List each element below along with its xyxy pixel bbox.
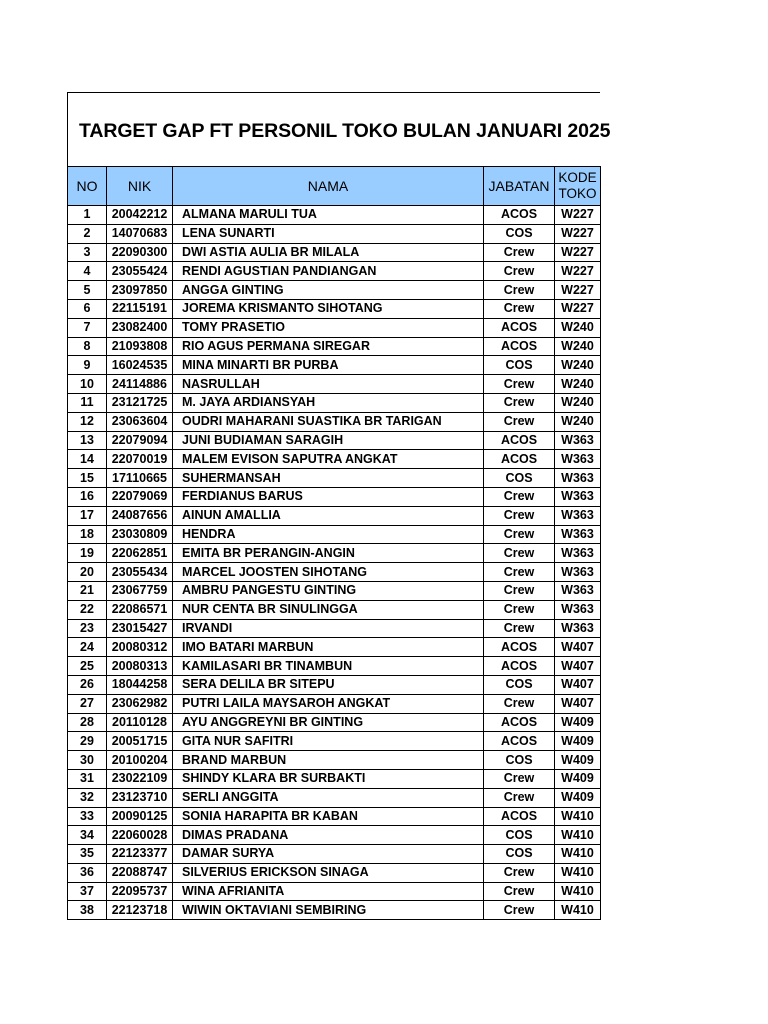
cell-no: 22 bbox=[68, 600, 107, 619]
cell-nik: 22060028 bbox=[107, 826, 173, 845]
cell-jabatan: COS bbox=[484, 469, 555, 488]
header-no: NO bbox=[68, 167, 107, 206]
table-row bbox=[68, 469, 601, 488]
header-nik: NIK bbox=[107, 167, 173, 206]
cell-nik: 24114886 bbox=[107, 375, 173, 394]
table-row bbox=[68, 412, 601, 431]
cell-kode: W363 bbox=[555, 506, 601, 525]
table-row bbox=[68, 807, 601, 826]
table-body bbox=[68, 206, 601, 920]
cell-kode: W227 bbox=[555, 206, 601, 225]
cell-nik: 22070019 bbox=[107, 450, 173, 469]
cell-jabatan: Crew bbox=[484, 544, 555, 563]
cell-kode: W363 bbox=[555, 431, 601, 450]
cell-nama: IRVANDI bbox=[173, 619, 484, 638]
table-row bbox=[68, 675, 601, 694]
table-row bbox=[68, 769, 601, 788]
cell-nik: 22079069 bbox=[107, 487, 173, 506]
cell-nama: BRAND MARBUN bbox=[173, 751, 484, 770]
cell-kode: W227 bbox=[555, 281, 601, 300]
table-row bbox=[68, 826, 601, 845]
cell-nik: 23055434 bbox=[107, 563, 173, 582]
cell-no: 21 bbox=[68, 581, 107, 600]
spreadsheet-page bbox=[67, 92, 611, 920]
cell-nik: 23015427 bbox=[107, 619, 173, 638]
cell-jabatan: Crew bbox=[484, 600, 555, 619]
cell-nik: 20100204 bbox=[107, 751, 173, 770]
table-row bbox=[68, 694, 601, 713]
table-row bbox=[68, 657, 601, 676]
cell-nama: SONIA HARAPITA BR KABAN bbox=[173, 807, 484, 826]
cell-nama: TOMY PRASETIO bbox=[173, 318, 484, 337]
cell-nik: 20051715 bbox=[107, 732, 173, 751]
table-row bbox=[68, 525, 601, 544]
cell-kode: W409 bbox=[555, 769, 601, 788]
cell-kode: W240 bbox=[555, 356, 601, 375]
cell-nama: AYU ANGGREYNI BR GINTING bbox=[173, 713, 484, 732]
cell-nama: JUNI BUDIAMAN SARAGIH bbox=[173, 431, 484, 450]
cell-nama: IMO BATARI MARBUN bbox=[173, 638, 484, 657]
cell-nik: 22090300 bbox=[107, 243, 173, 262]
cell-nama: SUHERMANSAH bbox=[173, 469, 484, 488]
cell-kode: W227 bbox=[555, 262, 601, 281]
cell-kode: W363 bbox=[555, 544, 601, 563]
table-row bbox=[68, 487, 601, 506]
cell-jabatan: COS bbox=[484, 826, 555, 845]
cell-nik: 22088747 bbox=[107, 863, 173, 882]
table-row bbox=[68, 506, 601, 525]
cell-no: 23 bbox=[68, 619, 107, 638]
cell-jabatan: COS bbox=[484, 356, 555, 375]
cell-jabatan: ACOS bbox=[484, 318, 555, 337]
table-row bbox=[68, 713, 601, 732]
cell-jabatan: ACOS bbox=[484, 450, 555, 469]
cell-nik: 23022109 bbox=[107, 769, 173, 788]
cell-kode: W363 bbox=[555, 487, 601, 506]
cell-nama: KAMILASARI BR TINAMBUN bbox=[173, 657, 484, 676]
cell-kode: W240 bbox=[555, 375, 601, 394]
cell-jabatan: Crew bbox=[484, 769, 555, 788]
cell-kode: W363 bbox=[555, 525, 601, 544]
cell-no: 18 bbox=[68, 525, 107, 544]
cell-nik: 21093808 bbox=[107, 337, 173, 356]
cell-kode: W363 bbox=[555, 619, 601, 638]
cell-kode: W409 bbox=[555, 713, 601, 732]
cell-no: 35 bbox=[68, 845, 107, 864]
cell-nama: HENDRA bbox=[173, 525, 484, 544]
cell-nik: 23123710 bbox=[107, 788, 173, 807]
cell-nama: DIMAS PRADANA bbox=[173, 826, 484, 845]
cell-nama: DAMAR SURYA bbox=[173, 845, 484, 864]
cell-no: 14 bbox=[68, 450, 107, 469]
cell-kode: W227 bbox=[555, 224, 601, 243]
cell-nama: NUR CENTA BR SINULINGGA bbox=[173, 600, 484, 619]
table-row bbox=[68, 638, 601, 657]
table-row bbox=[68, 788, 601, 807]
cell-nama: AINUN AMALLIA bbox=[173, 506, 484, 525]
cell-nama: ALMANA MARULI TUA bbox=[173, 206, 484, 225]
cell-no: 12 bbox=[68, 412, 107, 431]
cell-nik: 23063604 bbox=[107, 412, 173, 431]
cell-jabatan: ACOS bbox=[484, 337, 555, 356]
cell-jabatan: Crew bbox=[484, 882, 555, 901]
header-nama: NAMA bbox=[173, 167, 484, 206]
cell-jabatan: ACOS bbox=[484, 732, 555, 751]
cell-nik: 23097850 bbox=[107, 281, 173, 300]
cell-no: 1 bbox=[68, 206, 107, 225]
cell-nama: SILVERIUS ERICKSON SINAGA bbox=[173, 863, 484, 882]
table-row bbox=[68, 600, 601, 619]
cell-jabatan: Crew bbox=[484, 281, 555, 300]
cell-nama: DWI ASTIA AULIA BR MILALA bbox=[173, 243, 484, 262]
table-row bbox=[68, 243, 601, 262]
cell-no: 34 bbox=[68, 826, 107, 845]
cell-kode: W410 bbox=[555, 863, 601, 882]
cell-no: 11 bbox=[68, 393, 107, 412]
cell-jabatan: Crew bbox=[484, 525, 555, 544]
cell-no: 9 bbox=[68, 356, 107, 375]
cell-nik: 20090125 bbox=[107, 807, 173, 826]
cell-nik: 22086571 bbox=[107, 600, 173, 619]
cell-jabatan: Crew bbox=[484, 901, 555, 920]
cell-no: 28 bbox=[68, 713, 107, 732]
cell-no: 8 bbox=[68, 337, 107, 356]
cell-no: 27 bbox=[68, 694, 107, 713]
cell-nik: 22062851 bbox=[107, 544, 173, 563]
cell-nik: 23121725 bbox=[107, 393, 173, 412]
table-row bbox=[68, 581, 601, 600]
table-row bbox=[68, 262, 601, 281]
table-row bbox=[68, 299, 601, 318]
cell-jabatan: COS bbox=[484, 845, 555, 864]
cell-kode: W407 bbox=[555, 638, 601, 657]
cell-jabatan: Crew bbox=[484, 393, 555, 412]
table-row bbox=[68, 619, 601, 638]
table-row bbox=[68, 450, 601, 469]
cell-nama: FERDIANUS BARUS bbox=[173, 487, 484, 506]
cell-no: 13 bbox=[68, 431, 107, 450]
table-row bbox=[68, 356, 601, 375]
cell-nama: OUDRI MAHARANI SUASTIKA BR TARIGAN bbox=[173, 412, 484, 431]
cell-nik: 17110665 bbox=[107, 469, 173, 488]
cell-jabatan: Crew bbox=[484, 487, 555, 506]
cell-kode: W363 bbox=[555, 600, 601, 619]
cell-no: 6 bbox=[68, 299, 107, 318]
cell-nama: ANGGA GINTING bbox=[173, 281, 484, 300]
cell-jabatan: COS bbox=[484, 751, 555, 770]
cell-nik: 18044258 bbox=[107, 675, 173, 694]
table-row bbox=[68, 751, 601, 770]
cell-no: 37 bbox=[68, 882, 107, 901]
cell-kode: W407 bbox=[555, 675, 601, 694]
cell-no: 3 bbox=[68, 243, 107, 262]
cell-kode: W240 bbox=[555, 337, 601, 356]
cell-jabatan: Crew bbox=[484, 694, 555, 713]
cell-kode: W407 bbox=[555, 657, 601, 676]
cell-nik: 20110128 bbox=[107, 713, 173, 732]
header-kode-line1: KODE bbox=[558, 170, 597, 185]
cell-nama: AMBRU PANGESTU GINTING bbox=[173, 581, 484, 600]
table-header-row bbox=[68, 167, 601, 206]
cell-nama: GITA NUR SAFITRI bbox=[173, 732, 484, 751]
cell-no: 2 bbox=[68, 224, 107, 243]
cell-nik: 20080312 bbox=[107, 638, 173, 657]
cell-nik: 23082400 bbox=[107, 318, 173, 337]
cell-kode: W240 bbox=[555, 318, 601, 337]
cell-jabatan: ACOS bbox=[484, 206, 555, 225]
cell-no: 17 bbox=[68, 506, 107, 525]
cell-no: 5 bbox=[68, 281, 107, 300]
header-jabatan: JABATAN bbox=[484, 167, 555, 206]
cell-jabatan: COS bbox=[484, 675, 555, 694]
cell-nik: 20042212 bbox=[107, 206, 173, 225]
cell-no: 4 bbox=[68, 262, 107, 281]
cell-kode: W240 bbox=[555, 412, 601, 431]
cell-no: 20 bbox=[68, 563, 107, 582]
table-row bbox=[68, 901, 601, 920]
table-row bbox=[68, 375, 601, 394]
table-row bbox=[68, 845, 601, 864]
cell-jabatan: Crew bbox=[484, 581, 555, 600]
cell-nama: NASRULLAH bbox=[173, 375, 484, 394]
cell-no: 26 bbox=[68, 675, 107, 694]
cell-jabatan: Crew bbox=[484, 619, 555, 638]
cell-jabatan: Crew bbox=[484, 563, 555, 582]
cell-nama: RENDI AGUSTIAN PANDIANGAN bbox=[173, 262, 484, 281]
cell-kode: W410 bbox=[555, 882, 601, 901]
cell-jabatan: Crew bbox=[484, 412, 555, 431]
cell-kode: W227 bbox=[555, 299, 601, 318]
cell-nama: MARCEL JOOSTEN SIHOTANG bbox=[173, 563, 484, 582]
cell-jabatan: ACOS bbox=[484, 431, 555, 450]
cell-no: 36 bbox=[68, 863, 107, 882]
cell-nik: 20080313 bbox=[107, 657, 173, 676]
cell-no: 15 bbox=[68, 469, 107, 488]
cell-nama: M. JAYA ARDIANSYAH bbox=[173, 393, 484, 412]
cell-nik: 22123718 bbox=[107, 901, 173, 920]
cell-kode: W410 bbox=[555, 901, 601, 920]
cell-kode: W363 bbox=[555, 563, 601, 582]
cell-kode: W363 bbox=[555, 450, 601, 469]
cell-jabatan: ACOS bbox=[484, 657, 555, 676]
cell-jabatan: ACOS bbox=[484, 638, 555, 657]
cell-nama: MALEM EVISON SAPUTRA ANGKAT bbox=[173, 450, 484, 469]
table-row bbox=[68, 732, 601, 751]
cell-nama: RIO AGUS PERMANA SIREGAR bbox=[173, 337, 484, 356]
table-row bbox=[68, 882, 601, 901]
title-cell bbox=[67, 92, 611, 166]
cell-nama: PUTRI LAILA MAYSAROH ANGKAT bbox=[173, 694, 484, 713]
personnel-table bbox=[67, 166, 601, 920]
cell-kode: W409 bbox=[555, 751, 601, 770]
cell-kode: W410 bbox=[555, 807, 601, 826]
cell-nama: SERLI ANGGITA bbox=[173, 788, 484, 807]
cell-nama: WIWIN OKTAVIANI SEMBIRING bbox=[173, 901, 484, 920]
cell-nik: 16024535 bbox=[107, 356, 173, 375]
table-row bbox=[68, 281, 601, 300]
cell-jabatan: Crew bbox=[484, 299, 555, 318]
cell-no: 29 bbox=[68, 732, 107, 751]
cell-kode: W407 bbox=[555, 694, 601, 713]
cell-no: 10 bbox=[68, 375, 107, 394]
cell-nama: LENA SUNARTI bbox=[173, 224, 484, 243]
table-row bbox=[68, 206, 601, 225]
cell-nama: WINA AFRIANITA bbox=[173, 882, 484, 901]
cell-jabatan: ACOS bbox=[484, 713, 555, 732]
cell-jabatan: Crew bbox=[484, 375, 555, 394]
cell-no: 7 bbox=[68, 318, 107, 337]
cell-kode: W227 bbox=[555, 243, 601, 262]
cell-jabatan: Crew bbox=[484, 788, 555, 807]
cell-nama: JOREMA KRISMANTO SIHOTANG bbox=[173, 299, 484, 318]
cell-nama: MINA MINARTI BR PURBA bbox=[173, 356, 484, 375]
cell-kode: W409 bbox=[555, 788, 601, 807]
cell-jabatan: Crew bbox=[484, 863, 555, 882]
cell-jabatan: COS bbox=[484, 224, 555, 243]
table-row bbox=[68, 431, 601, 450]
cell-kode: W363 bbox=[555, 581, 601, 600]
cell-nik: 22095737 bbox=[107, 882, 173, 901]
page-title: TARGET GAP FT PERSONIL TOKO BULAN JANUARI 2025 bbox=[79, 120, 611, 142]
cell-kode: W363 bbox=[555, 469, 601, 488]
cell-nik: 22079094 bbox=[107, 431, 173, 450]
cell-nama: SHINDY KLARA BR SURBAKTI bbox=[173, 769, 484, 788]
table-row bbox=[68, 544, 601, 563]
cell-nik: 22115191 bbox=[107, 299, 173, 318]
cell-jabatan: Crew bbox=[484, 243, 555, 262]
table-row bbox=[68, 337, 601, 356]
table-row bbox=[68, 863, 601, 882]
table-row bbox=[68, 318, 601, 337]
table-row bbox=[68, 393, 601, 412]
cell-no: 31 bbox=[68, 769, 107, 788]
cell-nik: 24087656 bbox=[107, 506, 173, 525]
cell-nama: SERA DELILA BR SITEPU bbox=[173, 675, 484, 694]
cell-no: 25 bbox=[68, 657, 107, 676]
header-kode-line2: TOKO bbox=[558, 186, 597, 201]
cell-jabatan: ACOS bbox=[484, 807, 555, 826]
cell-no: 33 bbox=[68, 807, 107, 826]
cell-kode: W410 bbox=[555, 826, 601, 845]
cell-nik: 23030809 bbox=[107, 525, 173, 544]
cell-nik: 23062982 bbox=[107, 694, 173, 713]
header-kode-toko bbox=[555, 167, 601, 206]
cell-kode: W409 bbox=[555, 732, 601, 751]
cell-no: 24 bbox=[68, 638, 107, 657]
cell-nik: 14070683 bbox=[107, 224, 173, 243]
cell-nik: 23055424 bbox=[107, 262, 173, 281]
cell-nik: 22123377 bbox=[107, 845, 173, 864]
cell-no: 32 bbox=[68, 788, 107, 807]
cell-kode: W410 bbox=[555, 845, 601, 864]
cell-kode: W240 bbox=[555, 393, 601, 412]
cell-nik: 23067759 bbox=[107, 581, 173, 600]
cell-no: 38 bbox=[68, 901, 107, 920]
cell-jabatan: Crew bbox=[484, 506, 555, 525]
cell-nama: EMITA BR PERANGIN-ANGIN bbox=[173, 544, 484, 563]
cell-no: 30 bbox=[68, 751, 107, 770]
cell-jabatan: Crew bbox=[484, 262, 555, 281]
cell-no: 16 bbox=[68, 487, 107, 506]
table-row bbox=[68, 224, 601, 243]
table-row bbox=[68, 563, 601, 582]
cell-no: 19 bbox=[68, 544, 107, 563]
